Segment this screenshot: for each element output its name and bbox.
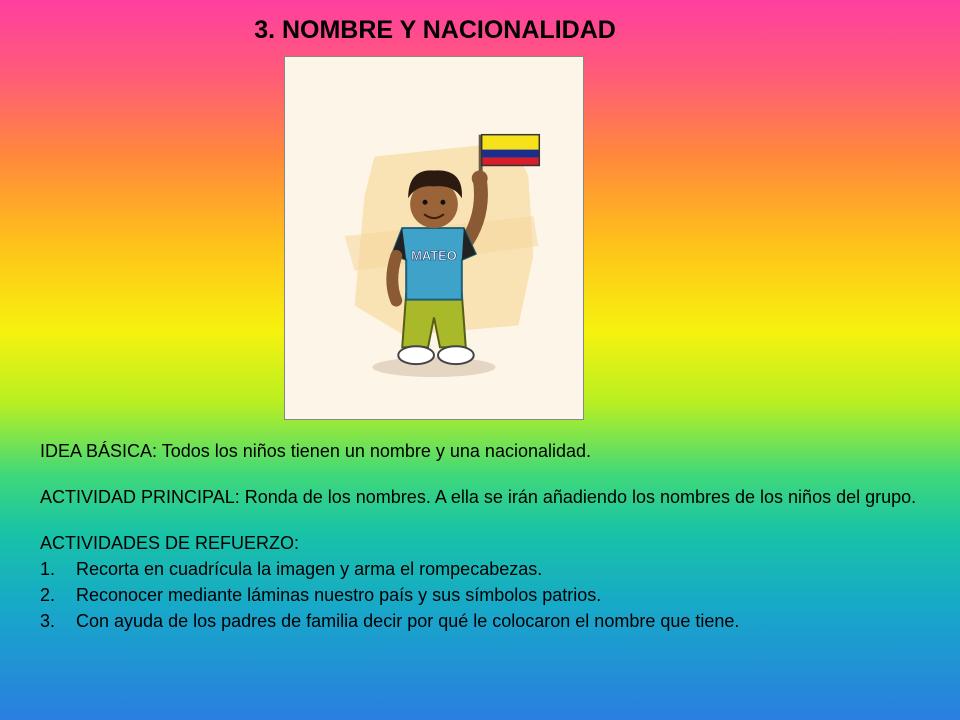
actividad-principal: ACTIVIDAD PRINCIPAL: Ronda de los nombres. A ella se irán añadiendo los nombres de los niños del grupo. <box>40 487 917 507</box>
list-item-text: Reconocer mediante láminas nuestro país y sus símbolos patrios. <box>76 585 602 605</box>
list-item <box>40 582 930 608</box>
list-item <box>40 556 930 582</box>
left-arm <box>392 256 396 301</box>
shorts <box>402 294 466 348</box>
idea-basica: IDEA BÁSICA: Todos los niños tienen un nombre y una nacionalidad. <box>40 441 592 461</box>
refuerzo-heading: ACTIVIDADES DE REFUERZO: <box>40 533 300 553</box>
list-item-text: Recorta en cuadrícula la imagen y arma el rompecabezas. <box>76 559 543 579</box>
shadow <box>372 357 495 377</box>
flag-yellow-stripe <box>482 135 540 150</box>
flag-blue-stripe <box>482 150 540 158</box>
slide-title: 3. NOMBRE Y NACIONALIDAD <box>254 16 616 44</box>
shirt-name: MATEO <box>411 247 457 263</box>
flag-red-stripe <box>482 158 540 166</box>
list-item-number: 2. <box>40 585 56 605</box>
list-item <box>40 608 930 634</box>
list-item-number: 1. <box>40 559 56 579</box>
right-shoe <box>438 346 474 364</box>
refuerzo-list <box>40 556 930 634</box>
boy-with-flag-illustration <box>284 56 584 420</box>
left-shoe <box>398 346 434 364</box>
list-item-text: Con ayuda de los padres de familia decir por qué le colocaron el nombre que tiene. <box>76 611 740 631</box>
hand <box>472 170 488 186</box>
list-item-number: 3. <box>40 611 56 631</box>
slide-content <box>40 438 930 634</box>
